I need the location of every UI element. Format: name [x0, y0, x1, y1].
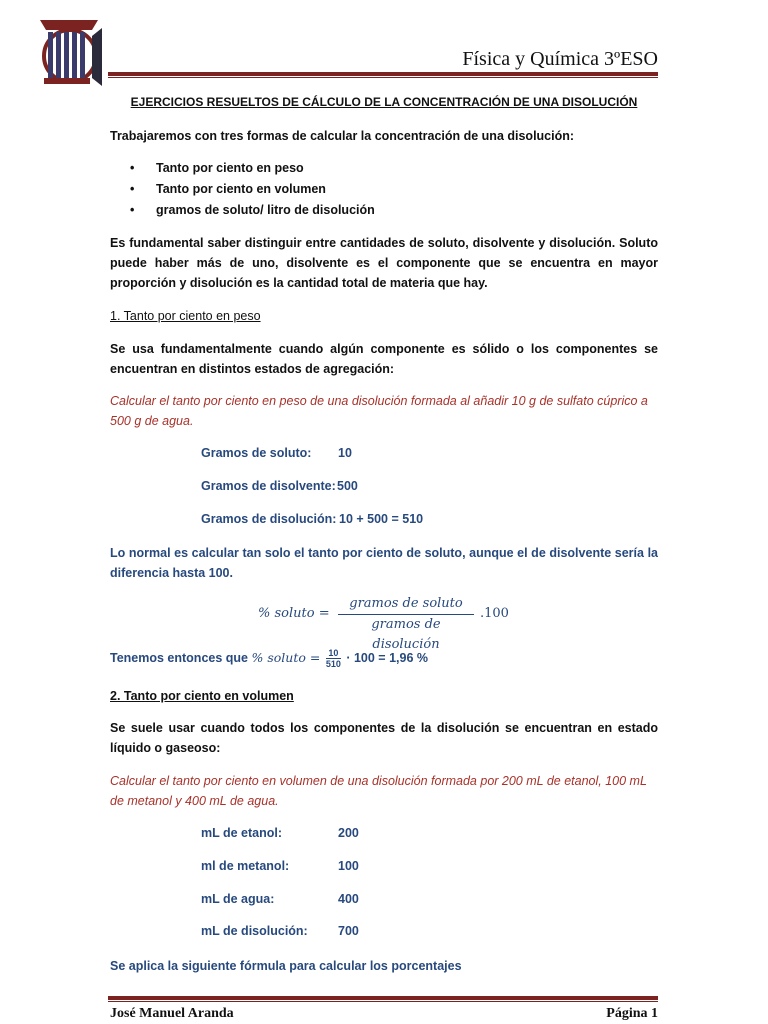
- formula-numerator: gramos de soluto: [349, 596, 463, 611]
- section1-problem: Calcular el tanto por ciento en peso de una disolución formada al añadir 10 g de sulfato cúprico a 500 g de agua.: [110, 394, 648, 428]
- formula-rhs: .100: [480, 606, 509, 621]
- result-numerator: 10: [328, 648, 339, 659]
- result-suffix: · 100 = 1,96 %: [346, 651, 428, 665]
- footer-divider: [108, 996, 658, 1000]
- row-label: Gramos de disolvente:: [201, 479, 336, 493]
- formula-fraction: [336, 594, 476, 652]
- section1-result: [110, 648, 658, 669]
- concentration-methods-list: [130, 158, 375, 221]
- section1-heading: 1. Tanto por ciento en peso: [110, 309, 261, 323]
- header-divider-thin: [108, 77, 658, 78]
- intro-text: Trabajaremos con tres formas de calcular la concentración de una disolución:: [110, 129, 575, 143]
- list-item: • gramos de soluto/ litro de disolución: [130, 200, 375, 221]
- document-title: EJERCICIOS RESUELTOS DE CÁLCULO DE LA CONCENTRACIÓN DE UNA DISOLUCIÓN: [130, 95, 638, 109]
- result-fraction: [326, 648, 341, 669]
- row-label: mL de agua:: [201, 892, 275, 906]
- data-row-ethanol: [201, 826, 359, 840]
- section1-note: Lo normal es calcular tan solo el tanto por ciento de soluto, aunque el de disolvente sería la diferencia hasta 100.: [110, 546, 658, 580]
- row-value: 700: [338, 924, 359, 938]
- result-prefix: Tenemos entonces que: [110, 651, 248, 665]
- list-item: • Tanto por ciento en peso: [130, 158, 375, 179]
- row-label: Gramos de soluto:: [201, 446, 312, 460]
- row-value: 400: [338, 892, 359, 906]
- section2-heading: 2. Tanto por ciento en volumen: [110, 689, 294, 703]
- row-value: 10 + 500 = 510: [339, 512, 424, 526]
- fundamental-paragraph: Es fundamental saber distinguir entre cantidades de soluto, disolvente y disolución. Soluto puede haber más de uno, disolvente es el componente que se encuentra en mayor proporción y disolución es la cantidad total de materia que hay.: [110, 236, 658, 290]
- section2-description: Se suele usar cuando todos los componentes de la disolución se encuentran en estado líquido o gaseoso:: [110, 721, 658, 755]
- row-label: Gramos de disolución:: [201, 512, 337, 526]
- row-value: 200: [338, 826, 359, 840]
- result-denominator: 510: [325, 659, 341, 670]
- data-row-solution-volume: [201, 924, 359, 938]
- data-row-methanol: [201, 859, 359, 873]
- row-label: mL de disolución:: [201, 924, 308, 938]
- header-title: Física y Química 3ºESO: [462, 48, 658, 70]
- section1-description: Se usa fundamentalmente cuando algún componente es sólido o los componentes se encuentran en distintos estados de agregación:: [110, 342, 658, 376]
- section2-note: Se aplica la siguiente fórmula para calcular los porcentajes: [110, 959, 462, 973]
- data-row-solute: [201, 446, 352, 460]
- footer-author: José Manuel Aranda: [110, 1006, 234, 1021]
- row-value: 500: [337, 479, 358, 493]
- school-logo: [36, 16, 106, 90]
- formula-lhs: % soluto =: [258, 606, 330, 621]
- footer-page-number: Página 1: [606, 1006, 658, 1021]
- percent-mass-formula: [258, 594, 518, 652]
- section2-problem: Calcular el tanto por ciento en volumen de una disolución formada por 200 mL de etanol, 100 mL de metanol y 400 mL de agua.: [110, 774, 647, 808]
- list-item: • Tanto por ciento en volumen: [130, 179, 375, 200]
- data-row-solution: [201, 512, 424, 526]
- footer-divider-thin: [108, 1001, 658, 1002]
- result-expression: % soluto =: [251, 650, 321, 665]
- data-row-solvent: [201, 479, 358, 493]
- row-label: ml de metanol:: [201, 859, 290, 873]
- data-row-water: [201, 892, 359, 906]
- row-label: mL de etanol:: [201, 826, 283, 840]
- header-divider: [108, 72, 658, 76]
- row-value: 100: [338, 859, 359, 873]
- row-value: 10: [338, 446, 352, 460]
- formula-denominator: gramos de disolución: [371, 617, 441, 652]
